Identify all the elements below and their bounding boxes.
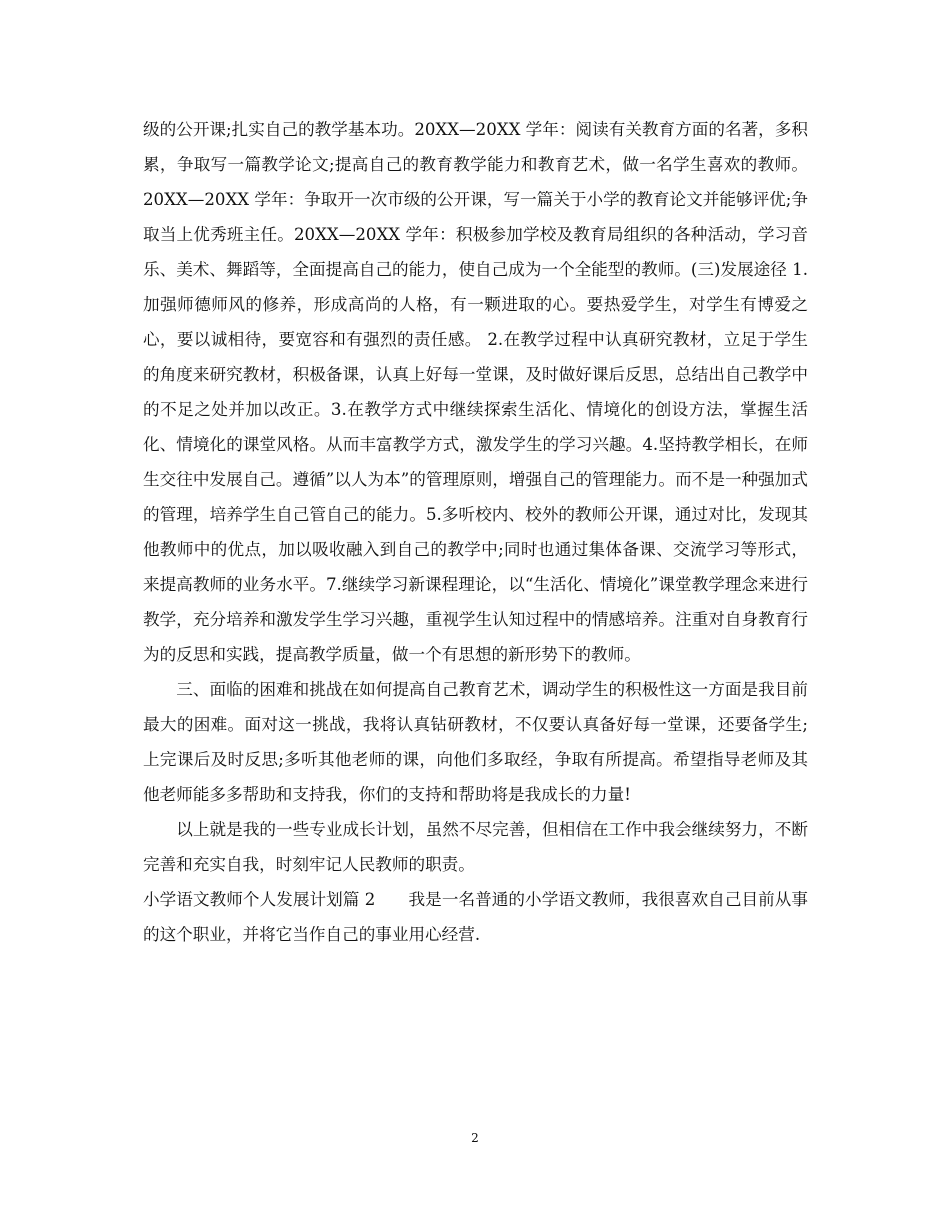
chapter-title: 小学语文教师个人发展计划篇 2 <box>143 890 376 909</box>
page-number: 2 <box>471 1131 479 1145</box>
body-paragraph: 级的公开课;扎实自己的教学基本功。20XX—20XX 学年：阅读有关教育方面的名著，多积累，争取写一篇教学论文;提高自己的教育教学能力和教育艺术，做一名学生喜欢的教师。20XX—20XX 学年：争取开一次市级的公开课，写一篇关于小学的教育论文并能够评优;争取当上优秀班主任。20XX—20XX 学年：积极参加学校及教育局组织的各种活动，学习音乐、美术、舞蹈等，全面提高自己的能力，使自己成为一个全能型的教师。(三)发展途径 1.加强师德师风的修养，形成高尚的人格，有一颗进取的心。要热爱学生，对学生有博爱之心，要以诚相待，要宽容和有强烈的责任感。 2.在教学过程中认真研究教材，立足于学生的角度来研究教材，积极备课，认真上好每一堂课，及时做好课后反思，总结出自己教学中的不足之处并加以改正。3.在教学方式中继续探索生活化、情境化的创设方法，掌握生活化、情境化的课堂风格。从而丰富教学方式，激发学生的学习兴趣。4.坚持教学相长，在师生交往中发展自己。遵循”以人为本”的管理原则，增强自己的管理能力。而不是一种强加式的管理，培养学生自己管自己的能力。5.多听校内、校外的教师公开课，通过对比，发现其他教师中的优点，加以吸收融入到自己的教学中;同时也通过集体备课、交流学习等形式，来提高教师的业务水平。7.继续学习新课程理论，以“生活化、情境化”课堂教学理念来进行教学，充分培养和激发学生学习兴趣，重视学生认知过程中的情感培养。注重对自身教育行为的反思和实践，提高教学质量，做一个有思想的新形势下的教师。 <box>143 120 808 664</box>
chapter-paragraph <box>143 882 808 952</box>
body-paragraph: 三、面临的困难和挑战在如何提高自己教育艺术，调动学生的积极性这一方面是我目前最大的困难。面对这一挑战，我将认真钻研教材，不仅要认真备好每一堂课，还要备学生;上完课后及时反思;多听其他老师的课，向他们多取经，争取有所提高。希望指导老师及其他老师能多多帮助和支持我，你们的支持和帮助将是我成长的力量! <box>143 680 808 804</box>
chapter-intro-text: 我是一名普通的小学语文教师，我很喜欢自己目前从事的这个职业，并将它当作自己的事业用心经营. <box>143 890 808 944</box>
body-paragraph: 以上就是我的一些专业成长计划，虽然不尽完善，但相信在工作中我会继续努力，不断完善和充实自我，时刻牢记人民教师的职责。 <box>143 820 808 874</box>
document-body <box>143 112 808 952</box>
